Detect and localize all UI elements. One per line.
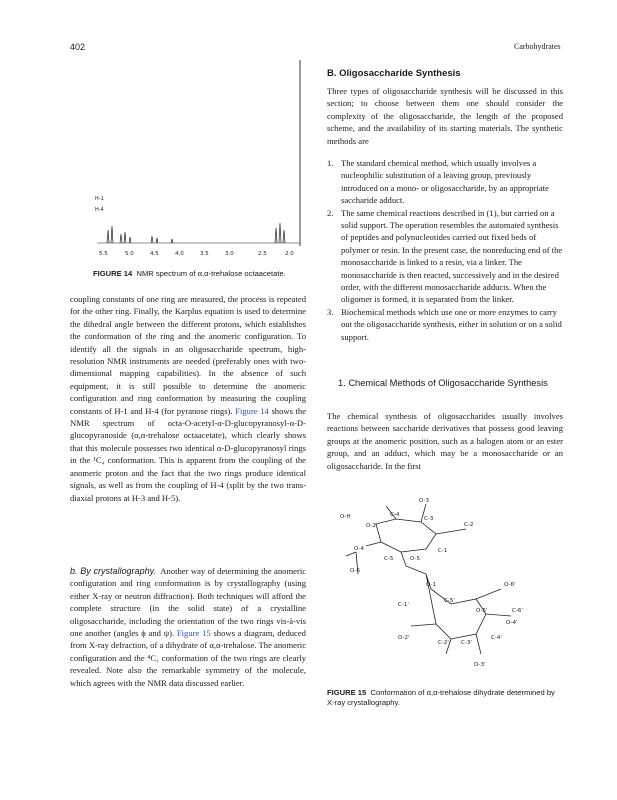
- atom-label: O-5: [410, 556, 420, 562]
- list-item: [327, 306, 563, 343]
- list-item-text: Biochemical methods which use one or more enzymes to carry out the oligosaccharide synthesis, either in solution or on a solid support.: [341, 306, 562, 342]
- atom-label: O-6: [350, 568, 360, 574]
- spectrum-peaks: [107, 223, 285, 243]
- tick-label: 4.0: [175, 251, 184, 257]
- chem-methods-paragraph: The chemical synthesis of oligosaccharides usually involves reactions between saccharide derivatives that possess good leaving groups at the anomeric position, such as a halogen atom or an ester group, and an adduct, which may be a monosaccharide or an oligosaccharide. In the first: [327, 411, 563, 471]
- figure-14-nmr-spectrum: [93, 58, 303, 268]
- atom-label: C-5: [384, 556, 394, 562]
- figure-15-caption: [327, 688, 563, 708]
- tick-label: 3.5: [200, 251, 209, 257]
- methods-list: [327, 157, 563, 343]
- peak-h1: [107, 226, 113, 243]
- tick-label: 2.5: [258, 251, 267, 257]
- figure-15-link[interactable]: Figure 15: [176, 628, 211, 639]
- list-item-text: The same chemical reactions described in (1), but carried on a solid support. The operation resembles the automated synthesis of peptides and polynucleotides carried out fixed beds of polymer or resin. In the present case, the nonreducing end of the monosaccharide is linked to a resin, via a linker. The monosaccharide is then reacted, successively and in the desired order, with the different monosaccharide adducts. When the oligomer is formed, it is separated from the linker.: [341, 207, 563, 305]
- tick-label: 5.0: [125, 251, 134, 257]
- left-paragraph-2: [70, 565, 306, 689]
- peak-h4: [120, 232, 131, 243]
- intro-paragraph: Three types of oligosaccharide synthesis will be discussed in this section; to choose between them one should consider the complexity of the oligosaccharide, the length of the proposed scheme, and the availability of its starting materials. The synthetic methods are: [327, 86, 563, 146]
- atom-label: C-5': [444, 598, 455, 604]
- list-item-text: The standard chemical method, which usually involves a nucleophilic substitution of a leaving group, previously introduced on a mono- or oligosaccharide, by an appropriate saccharide adduct.: [341, 158, 549, 206]
- page-number: 402: [70, 42, 86, 52]
- atom-label: C-1: [438, 548, 448, 554]
- atom-label: O-4': [506, 620, 518, 626]
- running-title: Carbohydrates: [514, 42, 561, 51]
- left-para1-text: coupling constants of one ring are measured, the process is repeated for the other ring. Finally, the Karplus equation is used to determine the dihedral angle between the different protons, which establishes the conformation of the ring and the anomeric configuration. To identify all the signals in an oligosaccharide spectrum, high-resolution NMR instruments are needed (preferably ones with two-dimensional mapping capabilities). In the absence of such equipment, it is still possible to determine the anomeric configuration and ring conformation by measuring the coupling constants of H-1 and H-4 (for pyranose rings).: [70, 294, 306, 416]
- bond: [376, 519, 436, 552]
- list-item-number: 1.: [327, 158, 334, 168]
- peak-label-h1: H-1: [95, 196, 104, 202]
- figure-14-caption-label: FIGURE 14: [93, 269, 133, 278]
- atom-label: C-4: [390, 512, 400, 518]
- list-item-number: 3.: [327, 306, 334, 317]
- atom-label: O-4: [354, 546, 364, 552]
- list-item: [327, 207, 563, 306]
- left-paragraph-1: [70, 293, 306, 504]
- atom-labels: [340, 498, 523, 668]
- atom-label: O-H: [340, 514, 351, 520]
- subsection-title: 1. Chemical Methods of Oligosaccharide Synthesis: [338, 378, 548, 388]
- atom-label: O-3': [474, 662, 486, 668]
- tick-label: 2.0: [285, 251, 294, 257]
- tick-label: 5.5: [99, 251, 108, 257]
- list-item: [327, 157, 563, 207]
- figure-15-caption-text: Conformation of α,α-trehalose dihydrate determined by X-ray crystallography.: [327, 688, 555, 707]
- atom-label: C-2': [438, 640, 449, 646]
- axis-ticks: [99, 251, 294, 257]
- left-para2-rest: shows a diagram, deduced from X-ray defraction, of a dihydrate of α,α-trehalose. The anomeric configuration and the ⁴C₁ conformation of the two rings are clearly revealed. Note also the remarkable symmetry of the molecule, which agrees with the NMR data discussed earlier.: [70, 628, 307, 688]
- atom-label: C-3': [461, 640, 472, 646]
- atom-label: C-3: [424, 516, 434, 522]
- atom-label: O-5': [476, 608, 488, 614]
- tick-label: 3.0: [225, 251, 234, 257]
- peak-cluster: [151, 236, 173, 243]
- left-para2-text: Another way of determining the anomeric configuration and ring conformation is by crystallography (using either X-ray or neutron diffraction). Both techniques will afford the complete structure (in the solid state) of a crystalline oligosaccharide, including the orientation of the two rings vis-à-vis one another (angles ϕ and ψ).: [70, 566, 307, 639]
- atom-label: O-1: [426, 582, 436, 588]
- figure-14-caption-text: NMR spectrum of α,α-trehalose octaacetate.: [136, 269, 286, 278]
- atom-label: C-2: [464, 522, 474, 528]
- figure-15-caption-label: FIGURE 15: [327, 688, 367, 697]
- bond: [366, 504, 466, 574]
- atom-label: O-2': [398, 635, 410, 641]
- crystallography-runin: b. By crystallography.: [70, 566, 156, 576]
- atom-label: O-3: [419, 498, 429, 504]
- peak-acetyl: [275, 223, 285, 243]
- peak-label-h4: H-4: [95, 207, 104, 213]
- atom-label: O-6': [504, 582, 516, 588]
- atom-label: C-6': [512, 608, 523, 614]
- left-para1-rest: shows the NMR spectrum of octa-O-acetyl-α-D-glucopyranosyl-α-D-glucopyranoside (α,α-trehalose octaacetate), which clearly shows that this molecule possesses two identical α-D-glucopyranosyl rings in the ¹C₄ conformation. This is apparent from the coupling of the anomeric proton and the fact that the two rings produce identical signals, as well as from the coupling of H-4 (split by the two trans-diaxial protons at H-3 and H-5).: [70, 405, 307, 503]
- tick-label: 4.5: [150, 251, 159, 257]
- atom-label: O-2: [366, 523, 376, 529]
- list-item-number: 2.: [327, 207, 334, 218]
- figure-14-link[interactable]: Figure 14: [235, 405, 269, 416]
- section-title: B. Oligosaccharide Synthesis: [327, 68, 461, 79]
- figure-15-crystal-structure: [326, 494, 562, 684]
- atom-label: C-1': [398, 602, 409, 608]
- figure-14-caption: [93, 269, 323, 279]
- atom-label: C-4': [491, 635, 502, 641]
